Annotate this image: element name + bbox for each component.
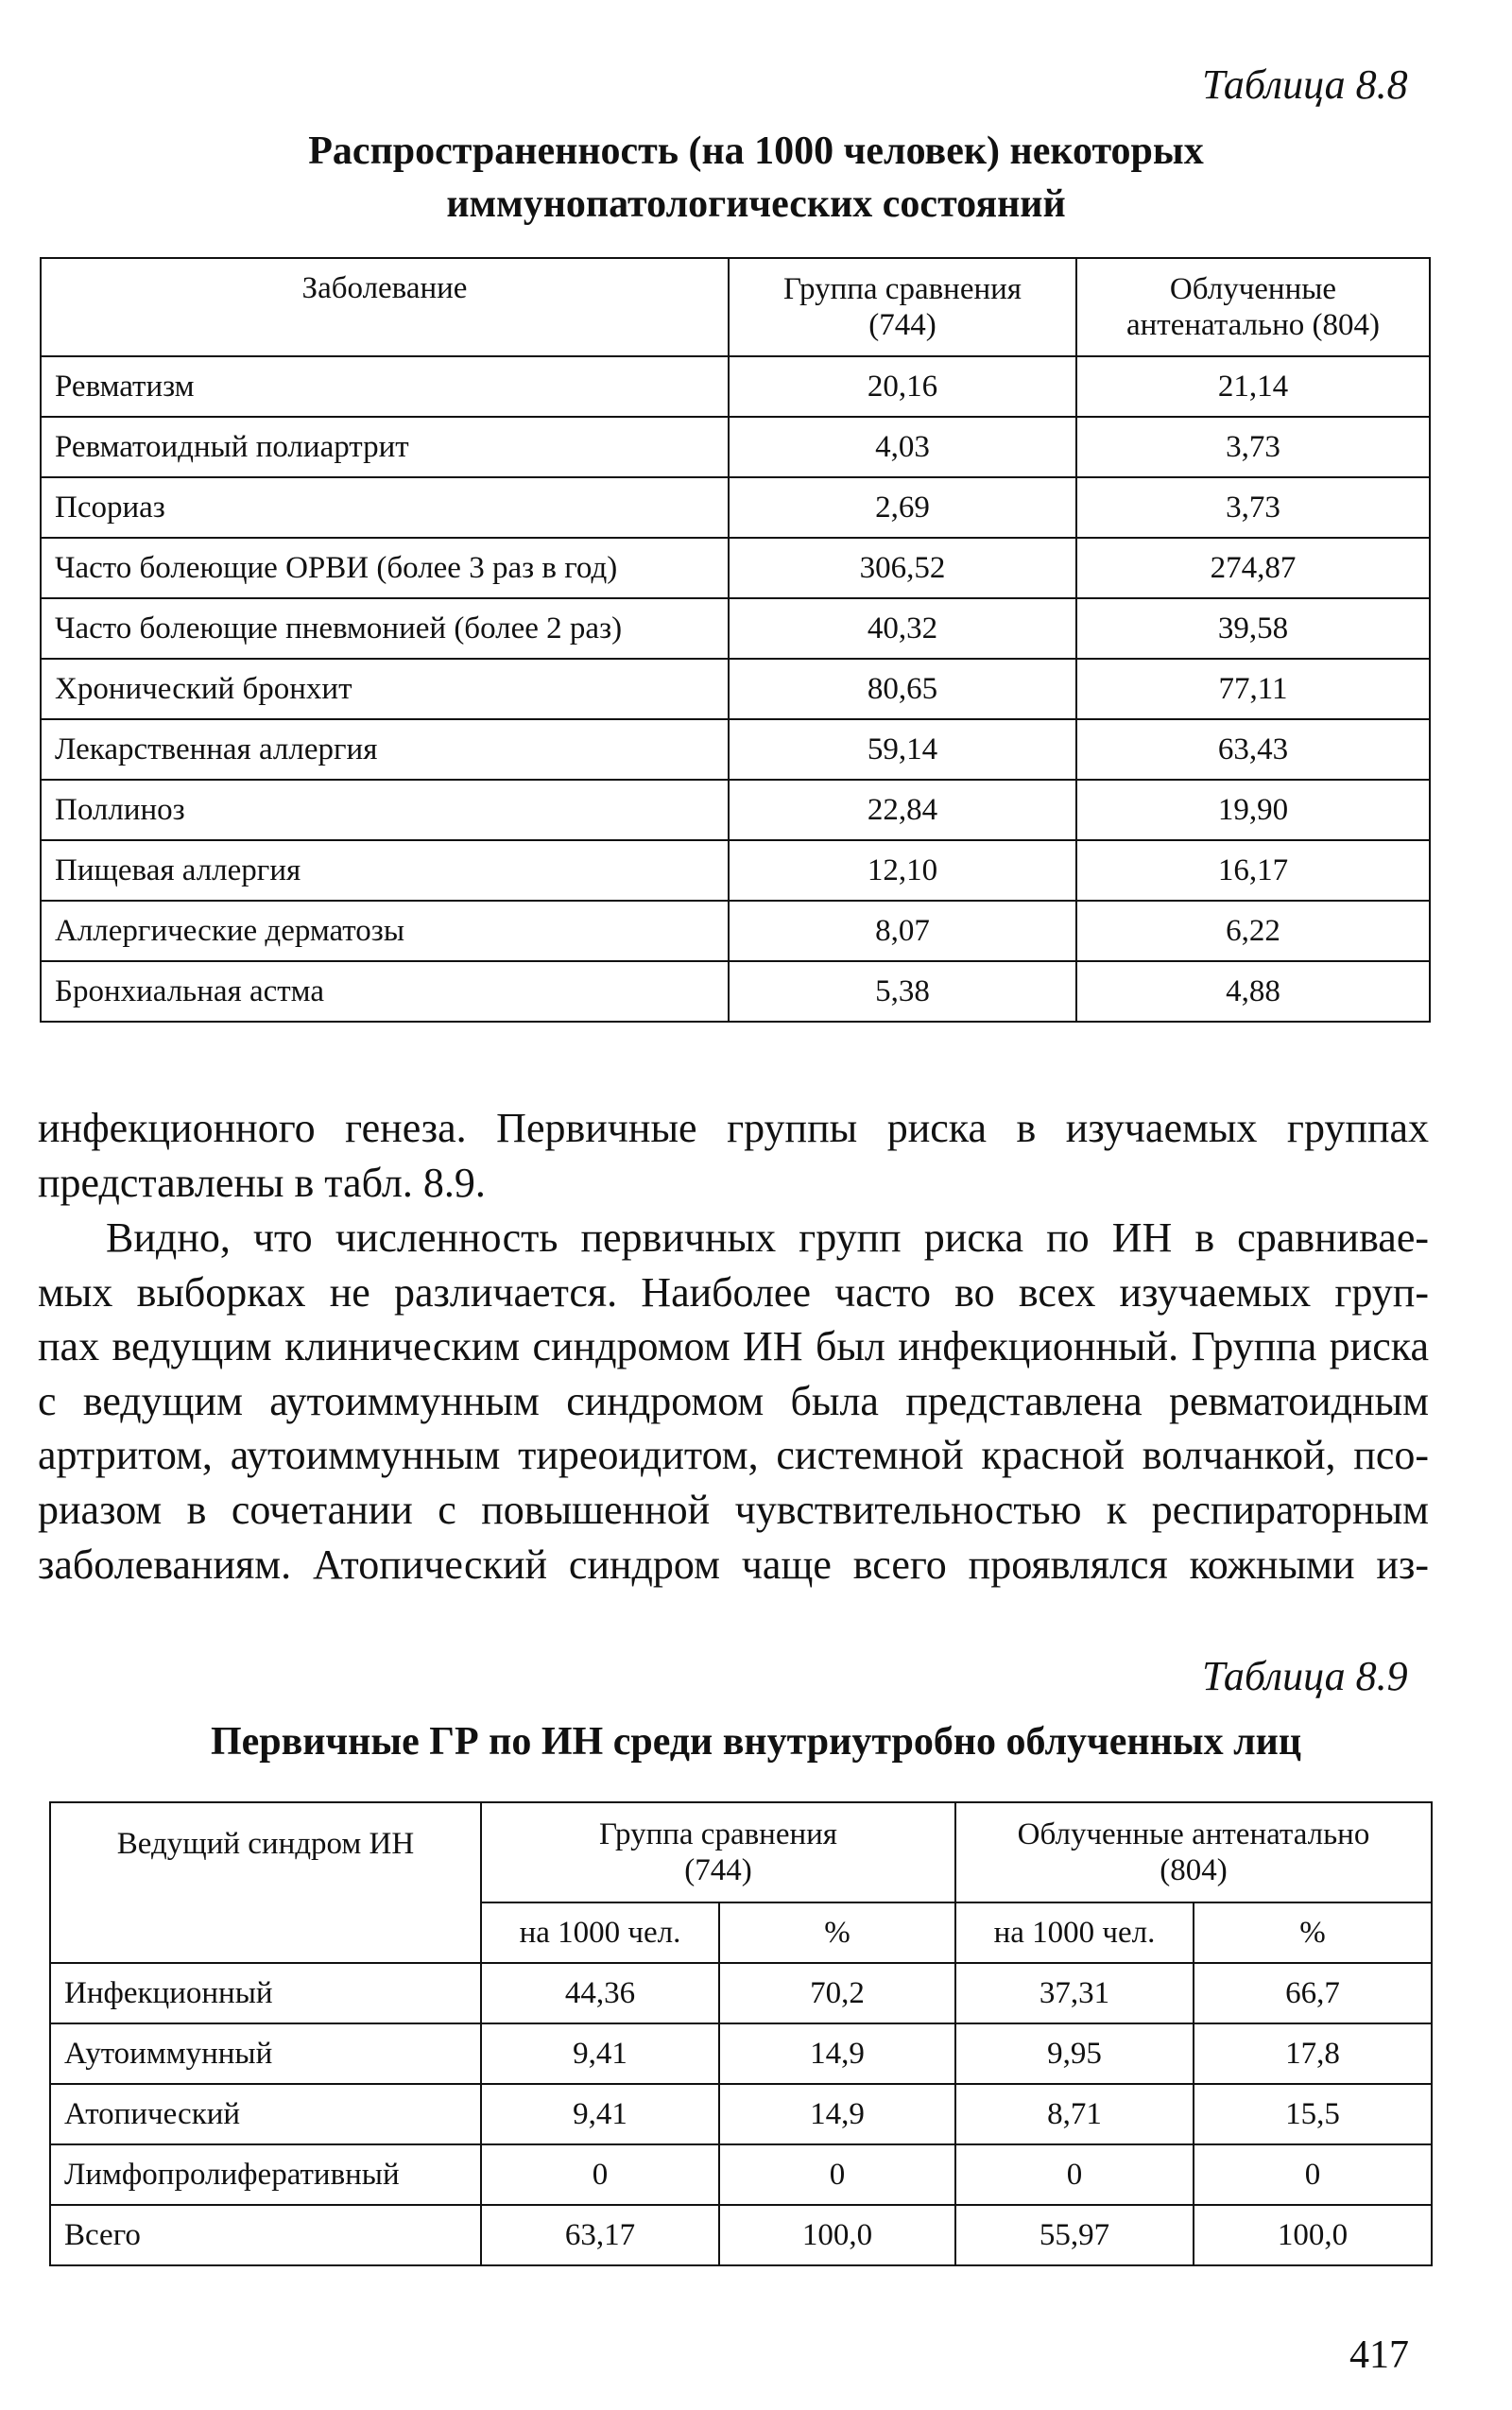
cell-comparison-value: 12,10 bbox=[729, 840, 1076, 901]
cell-disease: Ревматоидный полиартрит bbox=[41, 417, 729, 477]
table-row bbox=[41, 780, 1430, 840]
table-8-9-body bbox=[50, 1963, 1432, 2265]
cell-comparison-value: 306,52 bbox=[729, 538, 1076, 598]
cell-irradiated-value: 4,88 bbox=[1076, 961, 1430, 1022]
header-comparison-line1: Группа сравнения bbox=[599, 1817, 837, 1851]
header-comparison-group bbox=[729, 258, 1076, 356]
table-row bbox=[50, 2023, 1432, 2084]
cell-comparison-percent: 0 bbox=[719, 2144, 955, 2205]
table-8-8-title-line1: Распространенность (на 1000 человек) некоторых bbox=[308, 129, 1204, 173]
cell-syndrome: Атопический bbox=[50, 2084, 481, 2144]
text-line: мых выборках не различается. Наиболее часто во всех изучаемых груп- bbox=[38, 1268, 1429, 1316]
cell-disease: Ревматизм bbox=[41, 356, 729, 417]
table-8-9-label: Таблица 8.9 bbox=[1202, 1653, 1408, 1699]
cell-comparison-percent: 14,9 bbox=[719, 2023, 955, 2084]
cell-irradiated-value: 77,11 bbox=[1076, 659, 1430, 719]
header-comparison-group bbox=[481, 1802, 955, 1902]
table-row bbox=[41, 840, 1430, 901]
table-row bbox=[41, 961, 1430, 1022]
text-line: пах ведущим клиническим синдромом ИН был инфекционный. Группа риска bbox=[38, 1323, 1429, 1370]
cell-comparison-value: 80,65 bbox=[729, 659, 1076, 719]
table-row bbox=[41, 356, 1430, 417]
text-line: заболеваниям. Атопический синдром чаще всего проявлялся кожными из- bbox=[38, 1541, 1429, 1588]
table-row bbox=[41, 538, 1430, 598]
cell-disease: Поллиноз bbox=[41, 780, 729, 840]
cell-irradiated-percent: 17,8 bbox=[1194, 2023, 1432, 2084]
cell-disease: Бронхиальная астма bbox=[41, 961, 729, 1022]
paragraph-continuation bbox=[38, 1101, 1429, 1210]
table-row bbox=[50, 1963, 1432, 2023]
cell-comparison-per1000: 9,41 bbox=[481, 2084, 719, 2144]
page-number: 417 bbox=[1349, 2333, 1409, 2377]
table-row bbox=[50, 2144, 1432, 2205]
table-8-9 bbox=[49, 1801, 1433, 2266]
subheader-irradiated-percent: % bbox=[1194, 1902, 1432, 1963]
cell-comparison-value: 4,03 bbox=[729, 417, 1076, 477]
table-row bbox=[41, 719, 1430, 780]
table-8-9-title: Первичные ГР по ИН среди внутриутробно облученных лиц bbox=[210, 1720, 1302, 1764]
header-comparison-line1: Группа сравнения bbox=[783, 272, 1022, 306]
cell-irradiated-value: 6,22 bbox=[1076, 901, 1430, 961]
cell-comparison-per1000: 9,41 bbox=[481, 2023, 719, 2084]
cell-irradiated-value: 21,14 bbox=[1076, 356, 1430, 417]
cell-comparison-value: 8,07 bbox=[729, 901, 1076, 961]
cell-syndrome: Инфекционный bbox=[50, 1963, 481, 2023]
table-row bbox=[41, 417, 1430, 477]
header-irradiated-line1: Облученные антенатально bbox=[1017, 1817, 1370, 1851]
cell-comparison-value: 20,16 bbox=[729, 356, 1076, 417]
cell-irradiated-value: 19,90 bbox=[1076, 780, 1430, 840]
cell-comparison-value: 2,69 bbox=[729, 477, 1076, 538]
cell-syndrome: Лимфопролиферативный bbox=[50, 2144, 481, 2205]
cell-comparison-per1000: 63,17 bbox=[481, 2205, 719, 2265]
table-header-row bbox=[41, 258, 1430, 356]
cell-disease: Пищевая аллергия bbox=[41, 840, 729, 901]
cell-disease: Псориаз bbox=[41, 477, 729, 538]
cell-comparison-per1000: 44,36 bbox=[481, 1963, 719, 2023]
cell-irradiated-value: 3,73 bbox=[1076, 417, 1430, 477]
text-line: артритом, аутоиммунным тиреоидитом, системной красной волчанкой, псо- bbox=[38, 1432, 1429, 1479]
text-line: с ведущим аутоиммунным синдромом была представлена ревматоидным bbox=[38, 1377, 1429, 1424]
header-irradiated-line2: антенатально (804) bbox=[1126, 308, 1380, 342]
table-row bbox=[41, 659, 1430, 719]
subheader-comparison-per1000: на 1000 чел. bbox=[481, 1902, 719, 1963]
header-irradiated-line1: Облученные bbox=[1169, 272, 1337, 306]
table-row bbox=[41, 598, 1430, 659]
header-comparison-line2: (744) bbox=[684, 1853, 752, 1887]
subheader-irradiated-per1000: на 1000 чел. bbox=[955, 1902, 1194, 1963]
table-row bbox=[41, 477, 1430, 538]
table-8-8-body bbox=[41, 356, 1430, 1022]
text-line: представлены в табл. 8.9. bbox=[38, 1159, 486, 1206]
cell-irradiated-value: 3,73 bbox=[1076, 477, 1430, 538]
cell-irradiated-value: 16,17 bbox=[1076, 840, 1430, 901]
cell-comparison-value: 5,38 bbox=[729, 961, 1076, 1022]
table-8-8 bbox=[40, 257, 1431, 1023]
cell-disease: Хронический бронхит bbox=[41, 659, 729, 719]
header-irradiated-group bbox=[1076, 258, 1430, 356]
cell-irradiated-percent: 66,7 bbox=[1194, 1963, 1432, 2023]
cell-irradiated-per1000: 55,97 bbox=[955, 2205, 1194, 2265]
header-disease-label: Заболевание bbox=[301, 271, 468, 305]
header-irradiated-group bbox=[955, 1802, 1432, 1902]
paragraph-main bbox=[38, 1211, 1429, 1592]
table-row bbox=[50, 2205, 1432, 2265]
table-8-8-title bbox=[0, 125, 1512, 231]
cell-comparison-percent: 70,2 bbox=[719, 1963, 955, 2023]
cell-irradiated-value: 39,58 bbox=[1076, 598, 1430, 659]
cell-disease: Часто болеющие ОРВИ (более 3 раз в год) bbox=[41, 538, 729, 598]
table-row bbox=[41, 901, 1430, 961]
cell-irradiated-percent: 0 bbox=[1194, 2144, 1432, 2205]
cell-comparison-value: 40,32 bbox=[729, 598, 1076, 659]
text-line: Видно, что численность первичных групп риска по ИН в сравнивае- bbox=[106, 1214, 1429, 1261]
cell-irradiated-per1000: 0 bbox=[955, 2144, 1194, 2205]
cell-irradiated-percent: 15,5 bbox=[1194, 2084, 1432, 2144]
header-syndrome bbox=[50, 1802, 481, 1963]
header-comparison-line2: (744) bbox=[868, 308, 936, 342]
cell-disease: Часто болеющие пневмонией (более 2 раз) bbox=[41, 598, 729, 659]
cell-comparison-value: 22,84 bbox=[729, 780, 1076, 840]
header-disease bbox=[41, 258, 729, 356]
header-irradiated-line2: (804) bbox=[1160, 1853, 1228, 1887]
table-8-8-title-line2: иммунопатологических состояний bbox=[446, 182, 1066, 226]
subheader-comparison-percent: % bbox=[719, 1902, 955, 1963]
cell-irradiated-per1000: 8,71 bbox=[955, 2084, 1194, 2144]
cell-syndrome: Всего bbox=[50, 2205, 481, 2265]
table-header-row bbox=[50, 1802, 1432, 1902]
text-line: риазом в сочетании с повышенной чувствительностью к респираторным bbox=[38, 1486, 1429, 1533]
cell-irradiated-value: 63,43 bbox=[1076, 719, 1430, 780]
cell-comparison-per1000: 0 bbox=[481, 2144, 719, 2205]
table-row bbox=[50, 2084, 1432, 2144]
cell-comparison-value: 59,14 bbox=[729, 719, 1076, 780]
cell-disease: Аллергические дерматозы bbox=[41, 901, 729, 961]
cell-disease: Лекарственная аллергия bbox=[41, 719, 729, 780]
cell-irradiated-percent: 100,0 bbox=[1194, 2205, 1432, 2265]
cell-irradiated-per1000: 9,95 bbox=[955, 2023, 1194, 2084]
text-line: инфекционного генеза. Первичные группы риска в изучаемых группах bbox=[38, 1105, 1429, 1151]
cell-comparison-percent: 14,9 bbox=[719, 2084, 955, 2144]
table-8-8-label: Таблица 8.8 bbox=[1202, 61, 1408, 108]
cell-irradiated-value: 274,87 bbox=[1076, 538, 1430, 598]
cell-irradiated-per1000: 37,31 bbox=[955, 1963, 1194, 2023]
header-syndrome-label: Ведущий синдром ИН bbox=[116, 1827, 415, 1861]
cell-syndrome: Аутоиммунный bbox=[50, 2023, 481, 2084]
cell-comparison-percent: 100,0 bbox=[719, 2205, 955, 2265]
